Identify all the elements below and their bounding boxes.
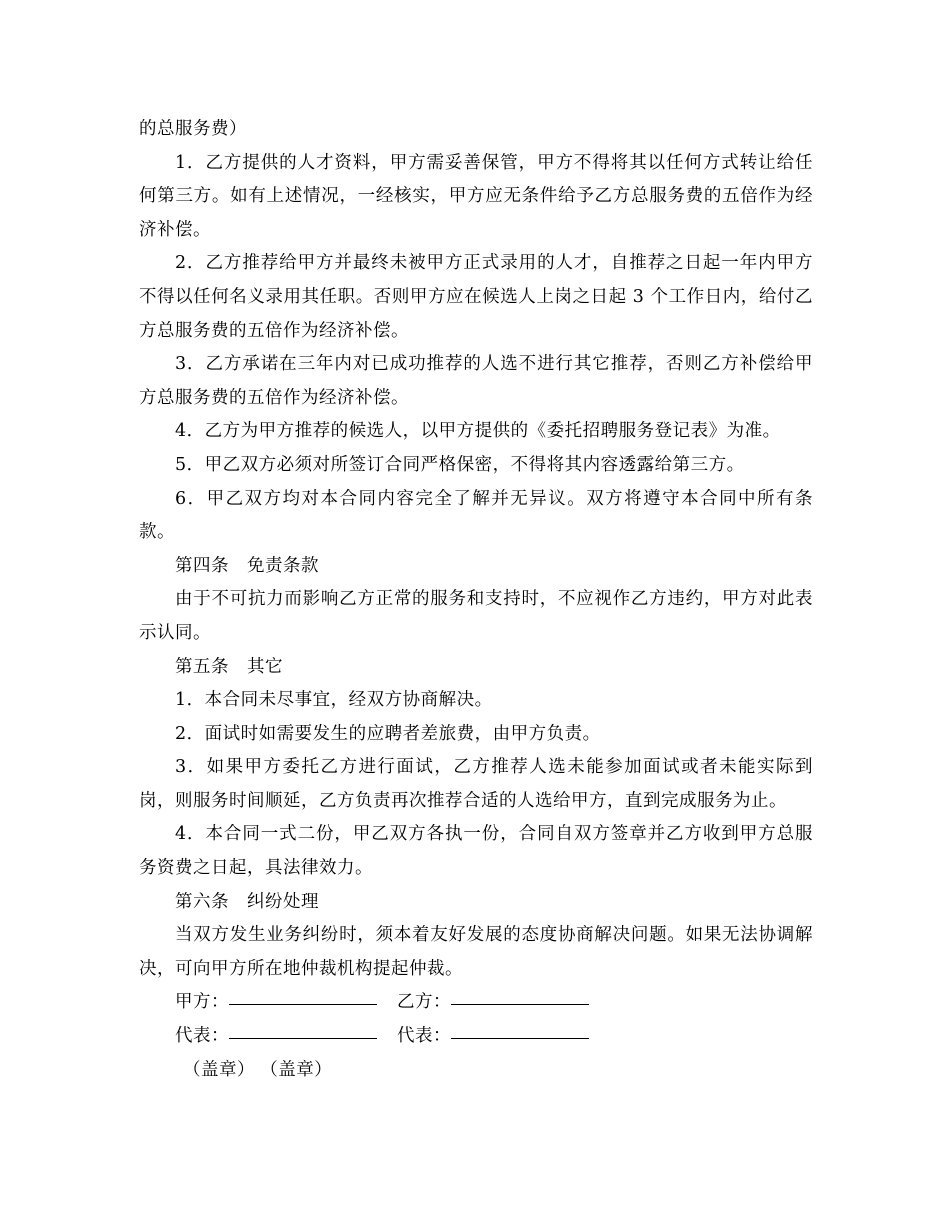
clause-paragraph: 由于不可抗力而影响乙方正常的服务和支持时，不应视作乙方违约，甲方对此表示认同。 xyxy=(139,589,813,643)
party-a-label: 甲方： xyxy=(175,992,229,1013)
rep-a-signature-line xyxy=(229,1020,377,1039)
seal-a-text: （盖章） xyxy=(183,1059,255,1080)
party-b-signature-line xyxy=(451,986,589,1005)
seal-row xyxy=(139,1054,813,1088)
seal-b-text: （盖章） xyxy=(269,1059,333,1080)
clause-paragraph: 第五条 其它 xyxy=(175,656,283,677)
party-a-signature-line xyxy=(229,986,377,1005)
clause-paragraph: 6．甲乙双方均对本合同内容完全了解并无异议。双方将遵守本合同中所有条款。 xyxy=(139,488,813,543)
signature-row-parties xyxy=(139,986,813,1020)
clause-paragraph: 1．乙方提供的人才资料，甲方需妥善保管，甲方不得将其以任何方式转让给任何第三方。如有上述情况，一经核实，甲方应无条件给予乙方总服务费的五倍作为经济补偿。 xyxy=(139,152,813,240)
contract-clauses xyxy=(139,113,813,986)
signature-row-representatives xyxy=(139,1020,813,1054)
rep-b-label: 代表： xyxy=(397,1026,451,1047)
clause-paragraph: 当双方发生业务纠纷时，须本着友好发展的态度协商解决问题。如果无法协调解决，可向甲方所在地仲裁机构提起仲裁。 xyxy=(139,925,813,979)
clause-paragraph: 3．如果甲方委托乙方进行面试，乙方推荐人选未能参加面试或者未能实际到岗，则服务时间顺延，乙方负责再次推荐合适的人选给甲方，直到完成服务为止。 xyxy=(139,757,813,811)
clause-paragraph: 2．面试时如需要发生的应聘者差旅费，由甲方负责。 xyxy=(175,723,601,744)
rep-a-label: 代表： xyxy=(175,1026,229,1047)
clause-paragraph: 3．乙方承诺在三年内对已成功推荐的人选不进行其它推荐，否则乙方补偿给甲方总服务费的五倍作为经济补偿。 xyxy=(139,354,813,408)
clause-paragraph: 的总服务费） xyxy=(139,119,247,139)
clause-paragraph: 4．乙方为甲方推荐的候选人，以甲方提供的《委托招聘服务登记表》为准。 xyxy=(175,421,781,442)
clause-paragraph: 2．乙方推荐给甲方并最终未被甲方正式录用的人才，自推荐之日起一年内甲方不得以任何名义录用其任职。否则甲方应在候选人上岗之日起 3 个工作日内，给付乙方总服务费的五倍作为经济补偿。 xyxy=(139,253,813,341)
clause-paragraph: 4．本合同一式二份，甲乙双方各执一份，合同自双方签章并乙方收到甲方总服务资费之日起，具法律效力。 xyxy=(139,824,813,879)
clause-paragraph: 1．本合同未尽事宜，经双方协商解决。 xyxy=(175,690,493,711)
contract-body xyxy=(139,113,813,1087)
party-b-label: 乙方： xyxy=(397,992,451,1013)
clause-paragraph: 第六条 纠纷处理 xyxy=(175,891,319,912)
clause-paragraph: 第四条 免责条款 xyxy=(175,555,319,576)
rep-b-signature-line xyxy=(451,1020,589,1039)
clause-paragraph: 5．甲乙双方必须对所签订合同严格保密，不得将其内容透露给第三方。 xyxy=(175,454,745,475)
